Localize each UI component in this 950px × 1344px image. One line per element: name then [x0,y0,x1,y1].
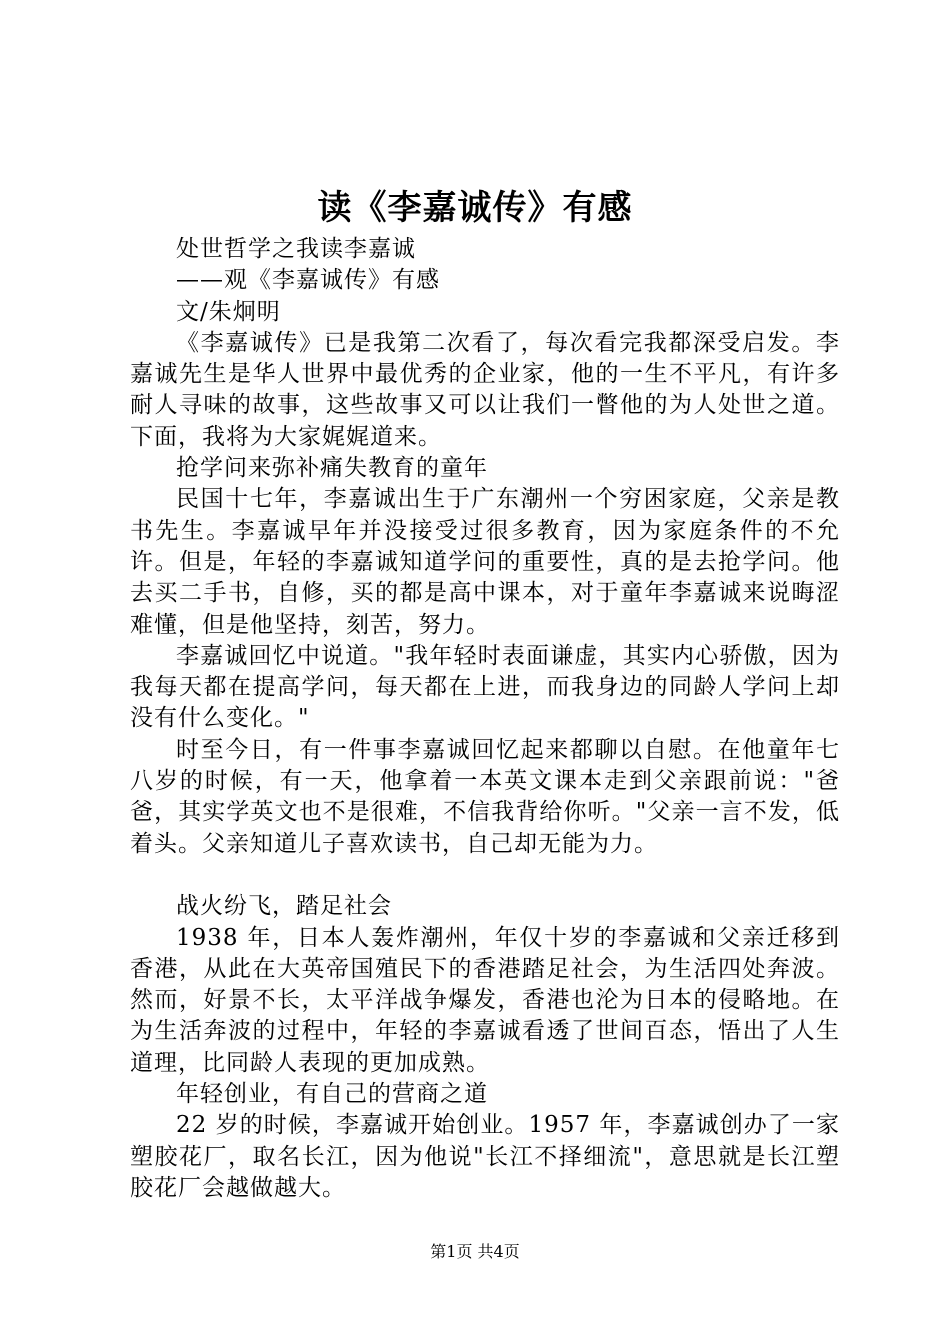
section-heading: 抢学问来弥补痛失教育的童年 [176,455,488,482]
body-paragraph: 时至今日，有一件事李嘉诚回忆起来都聊以自慰。在他童年七八岁的时候，有一天，他拿着一本英文课本走到父亲跟前说："爸爸，其实学英文也不是很难，不信我背给你听。"父亲一言不发，低着头。父亲知道儿子喜欢读书，自己却无能为力。 [130,736,840,857]
blank-line [130,860,840,891]
section-heading: 战火纷飞，踏足社会 [176,893,392,920]
subtitle-line: ——观《李嘉诚传》有感 [176,267,440,294]
page-footer: 第1页 共4页 [430,1242,520,1261]
subtitle-line: 处世哲学之我读李嘉诚 [176,236,416,262]
document-title: 读《李嘉诚传》有感 [317,188,633,228]
body-paragraph: 22 岁的时候，李嘉诚开始创业。1957 年，李嘉诚创办了一家塑胶花厂，取名长江，因为他说"长江不择细流"，意思就是长江塑胶花厂会越做越大。 [130,1112,840,1201]
body-paragraph: 李嘉诚回忆中说道。"我年轻时表面谦虚，其实内心骄傲，因为我每天都在提高学问，每天都在上进，而我身边的同龄人学问上却没有什么变化。" [130,642,840,732]
document-body [130,234,840,1204]
body-paragraph: 1938 年，日本人轰炸潮州，年仅十岁的李嘉诚和父亲迁移到香港，从此在大英帝国殖民下的香港踏足社会，为生活四处奔波。然而，好景不长，太平洋战争爆发，香港也沦为日本的侵略地。在为生活奔波的过程中，年轻的李嘉诚看透了世间百态，悟出了人生道理，比同龄人表现的更加成熟。 [130,924,840,1076]
section-heading: 年轻创业，有自己的营商之道 [176,1081,488,1108]
author-line: 文/朱炯明 [176,298,281,325]
body-paragraph: 民国十七年，李嘉诚出生于广东潮州一个穷困家庭，父亲是教书先生。李嘉诚早年并没接受过很多教育，因为家庭条件的不允许。但是，年轻的李嘉诚知道学问的重要性，真的是去抢学问。他去买二手书，自修，买的都是高中课本，对于童年李嘉诚来说晦涩难懂，但是他坚持，刻苦，努力。 [130,486,840,638]
body-paragraph: 《李嘉诚传》已是我第二次看了，每次看完我都深受启发。李嘉诚先生是华人世界中最优秀的企业家，他的一生不平凡，有许多耐人寻味的故事，这些故事又可以让我们一瞥他的为人处世之道。下面，我将为大家娓娓道来。 [130,329,840,450]
